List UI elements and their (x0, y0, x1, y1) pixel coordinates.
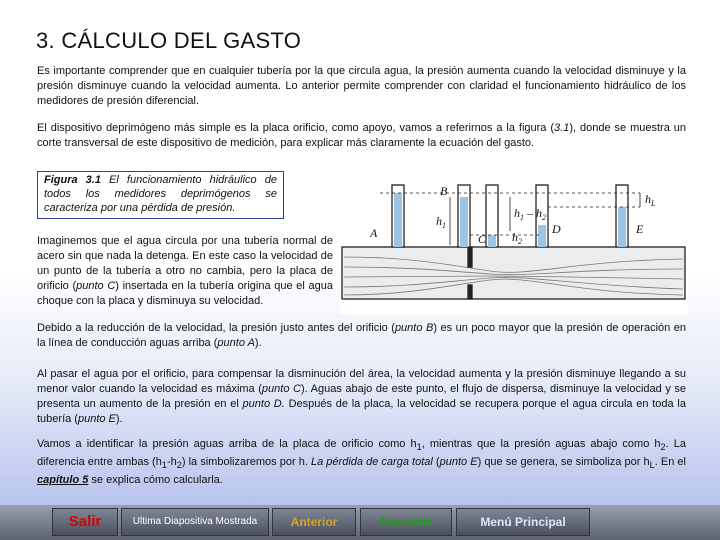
chapter-5-link[interactable]: capítulo 5 (37, 474, 89, 487)
figure-label-b: B (440, 184, 448, 198)
main-menu-button[interactable]: Menú Principal (456, 508, 590, 536)
figure-caption: Figura 3.1 El funcionamiento hidráulico de todos los medidores deprimógenos se caracteriza por una pérdida de presión. (37, 171, 284, 219)
paragraph-orifice-plate: El dispositivo deprimógeno más simple es la placa orificio, como apoyo, vamos a referirnos a la figura (3.1), donde se muestra un corte transversal de este dispositivo de medición, para explicar más claramente la ecuación del gasto. (37, 122, 686, 149)
next-button[interactable]: Siguiente (360, 508, 452, 536)
figure-label-c: C (478, 232, 487, 246)
paragraph-water-flow: Imaginemos que el agua circula por una tubería normal de acero sin que nada la detenga. En este caso la velocidad de un punto de la tubería a otro no cambia, pero la placa de orificio (punto C) insertada en la tubería origina que el agua choque con la placa y disminuya su velocidad. (37, 235, 333, 307)
figure-label-d: D (552, 222, 561, 236)
page-title: 3. CÁLCULO DEL GASTO (36, 28, 302, 53)
figure-label-h2: $h_2$ (512, 230, 522, 246)
last-viewed-slide-button[interactable]: Ultima Diapositiva Mostrada (121, 508, 269, 536)
figure-label-hl: $h_L$ (645, 192, 656, 208)
paragraph-orifice-passage: Al pasar el agua por el orificio, para compensar la disminución del área, la velocidad aumenta y la presión disminuye llegando a su menor valor cuando la velocidad es máxima (punto C). Aguas abajo de este punto, el flujo de dispersa, disminuye la velocidad y se presenta un aumento de la presión en el punto D. Después de la placa, la velocidad se recupera porque el agua circula en toda la tubería (punto E). (37, 368, 687, 425)
figure-label-h1: $h_1$ (436, 214, 446, 230)
figure-label-h1-minus-h2: $h_1 - h_2$ (514, 206, 546, 222)
figure-label-e: E (636, 222, 644, 236)
figure-caption-label: Figura 3.1 (44, 174, 101, 186)
figure-label-a: A (370, 226, 378, 240)
paragraph-velocity-reduction: Debido a la reducción de la velocidad, la presión justo antes del orificio (punto B) es un poco mayor que la presión de operación en la línea de conducción aguas arriba (punto A). (37, 322, 686, 349)
orifice-plate-figure (340, 179, 688, 314)
exit-button[interactable]: Salir (52, 508, 118, 536)
paragraph-intro: Es importante comprender que en cualquier tubería por la que circula agua, la presión aumenta cuando la velocidad disminuye y la presión disminuye cuando la velocidad aumenta. Lo anterior permite comprender con claridad el funcionamiento hidráulico de los medidores de presión diferencial. (37, 65, 686, 107)
paragraph-pressure-identification: Vamos a identificar la presión aguas arriba de la placa de orificio como $h_1$, mientras que la presión aguas abajo como $h_2$. La diferencia entre ambas $(h_1-h_2)$ la simbolizaremos por h. La pérdida de carga total (punto E) que se genera, se simboliza por $h_L$. En el capítulo 5 se explica cómo calcularla. (37, 438, 687, 487)
previous-button[interactable]: Anterior (272, 508, 356, 536)
